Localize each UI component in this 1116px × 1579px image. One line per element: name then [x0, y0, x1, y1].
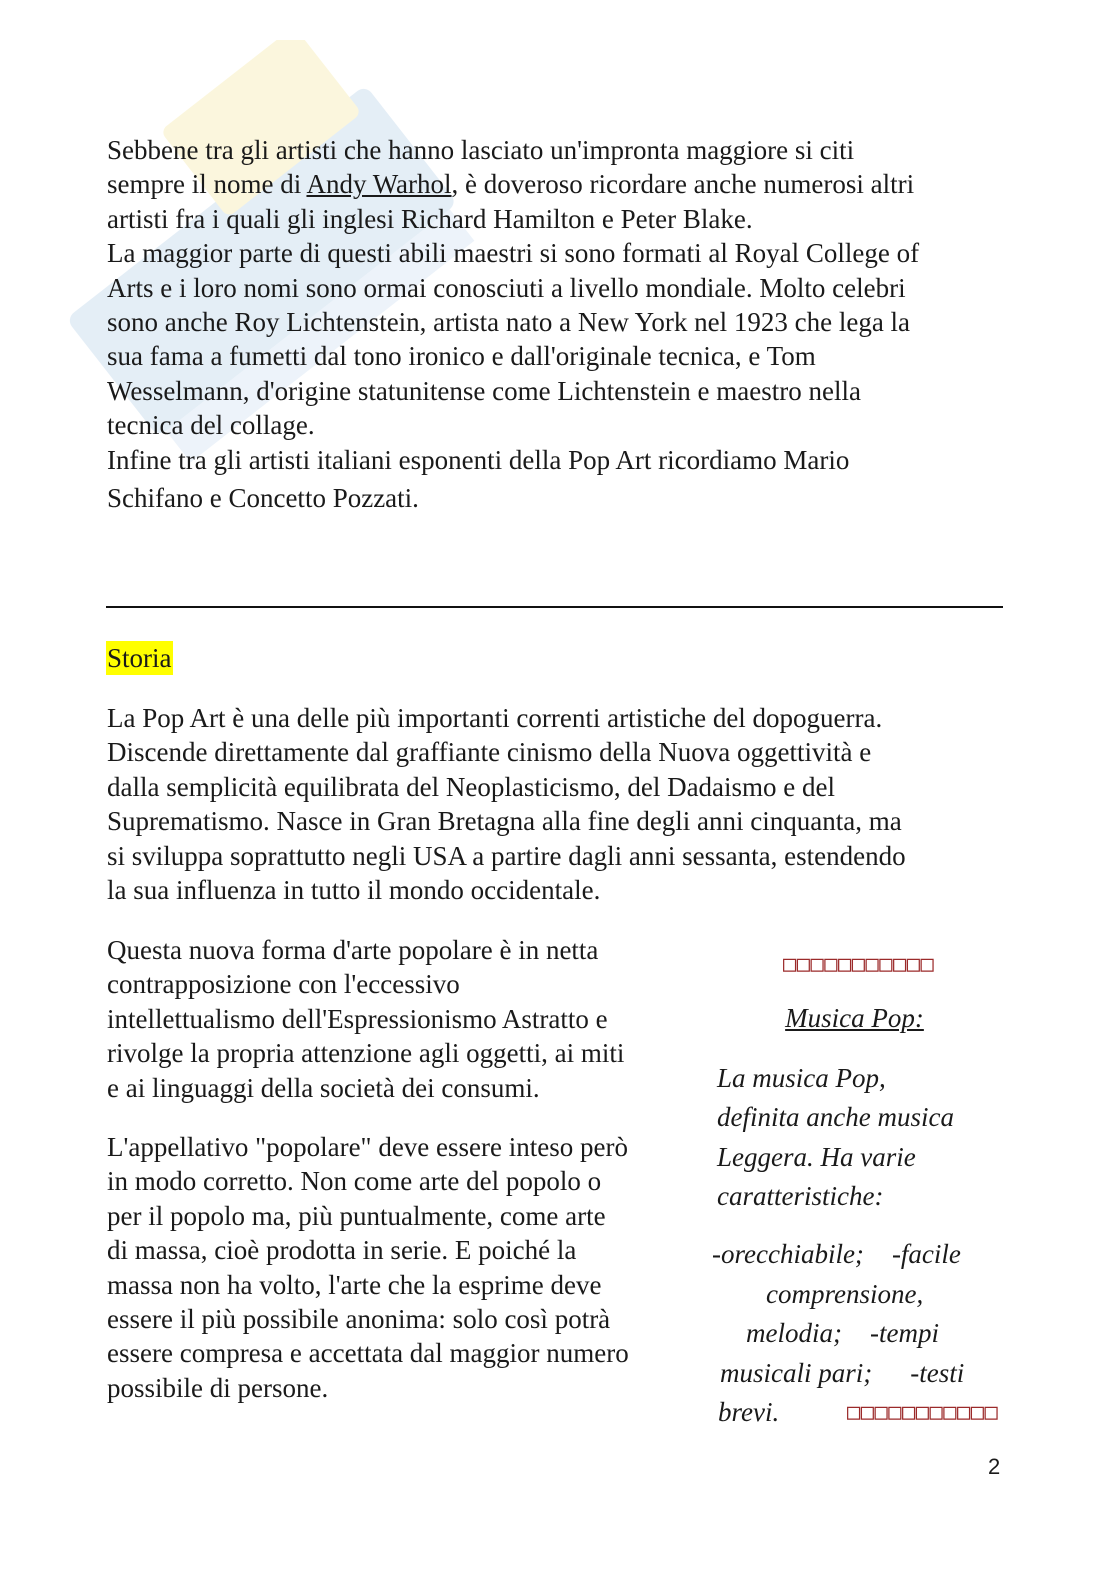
- paragraph-line: la sua influenza in tutto il mondo occidentale.: [107, 875, 601, 906]
- list-item: brevi.: [718, 1397, 780, 1427]
- paragraph-line: contrapposizione con l'eccessivo: [107, 969, 460, 1000]
- sidebar-title: Musica Pop:: [785, 1003, 924, 1033]
- paragraph-line: dalla semplicità equilibrata del Neoplasticismo, del Dadaismo e del: [107, 771, 836, 802]
- paragraph-line: e ai linguaggi della società dei consumi.: [107, 1072, 540, 1103]
- storia-paragraph-2: [107, 933, 697, 1105]
- list-item: [712, 1354, 1002, 1394]
- intro-line: tecnica del collage.: [107, 410, 315, 441]
- sidebar-line: Leggera. Ha varie: [717, 1141, 916, 1172]
- intro-line: Infine tra gli artisti italiani esponenti della Pop Art ricordiamo Mario: [107, 444, 850, 475]
- intro-line: Arts e i loro nomi sono ormai conosciuti a livello mondiale. Molto celebri: [107, 272, 906, 303]
- paragraph-line: essere compresa e accettata dal maggior numero: [107, 1338, 629, 1369]
- intro-line: artisti fra i quali gli inglesi Richard Hamilton e Peter Blake.: [107, 203, 753, 234]
- paragraph-line: si sviluppa soprattutto negli USA a partire dagli anni sessanta, estendendo: [107, 840, 906, 871]
- list-item-text: -testi: [910, 1357, 965, 1388]
- paragraph-line: Discende direttamente dal graffiante cinismo della Nuova oggettività e: [107, 737, 872, 768]
- paragraph-line: di massa, cioè prodotta in serie. E poiché la: [107, 1235, 577, 1266]
- paragraph-line: Questa nuova forma d'arte popolare è in netta: [107, 935, 599, 965]
- intro-line: Schifano e Concetto Pozzati.: [107, 483, 419, 514]
- paragraph-line: L'appellativo "popolare" deve essere inteso però: [107, 1132, 628, 1162]
- list-item: [712, 1314, 1002, 1354]
- andy-warhol-link[interactable]: Andy Warhol: [306, 169, 452, 200]
- intro-text: , è doveroso ricordare anche numerosi altri: [451, 169, 915, 200]
- intro-line: [107, 167, 1022, 201]
- list-item-text: -tempi: [869, 1318, 939, 1348]
- paragraph-line: massa non ha volto, l'arte che la esprime deve: [107, 1269, 602, 1300]
- paragraph-line: essere il più possibile anonima: solo così potrà: [107, 1304, 611, 1335]
- intro-line: sono anche Roy Lichtenstein, artista nato a New York nel 1923 che lega la: [107, 307, 911, 338]
- list-item: [712, 1235, 1002, 1275]
- intro-line: sua fama a fumetti dal tono ironico e dall'originale tecnica, e Tom: [107, 341, 816, 372]
- paragraph-line: La Pop Art è una delle più importanti correnti artistiche del dopoguerra.: [107, 703, 883, 733]
- sidebar-line: La musica Pop,: [717, 1063, 886, 1093]
- paragraph-line: possibile di persone.: [107, 1372, 329, 1403]
- paragraph-line: rivolge la propria attenzione agli oggetti, ai miti: [107, 1038, 625, 1069]
- list-item: comprensione,: [766, 1278, 924, 1309]
- storia-paragraph-1: [107, 701, 1022, 907]
- paragraph-line: intellettualismo dell'Espressionismo Astratto e: [107, 1003, 608, 1034]
- list-item-text: melodia;: [746, 1318, 842, 1348]
- paragraph-line: in modo corretto. Non come arte del popolo o: [107, 1166, 602, 1197]
- sidebar-line: caratteristiche:: [717, 1180, 884, 1211]
- missing-glyph-symbols-top: □□□□□□□□□□□: [783, 952, 935, 977]
- intro-paragraph: [107, 133, 1022, 515]
- intro-line: Wesselmann, d'origine statunitense come Lichtenstein e maestro nella: [107, 375, 861, 406]
- intro-line: Sebbene tra gli artisti che hanno lasciato un'impronta maggiore si citi: [107, 135, 855, 165]
- paragraph-line: per il popolo ma, più puntualmente, come arte: [107, 1200, 606, 1231]
- paragraph-line: Suprematismo. Nasce in Gran Bretagna alla fine degli anni cinquanta, ma: [107, 806, 902, 837]
- intro-line: La maggior parte di questi abili maestri si sono formati al Royal College of: [107, 238, 920, 269]
- intro-text: sempre il nome di: [107, 169, 307, 200]
- list-item-text: -orecchiabile;: [712, 1239, 864, 1269]
- storia-heading: Storia: [107, 643, 172, 673]
- list-item-text: musicali pari;: [720, 1357, 873, 1388]
- horizontal-divider: [106, 606, 1003, 608]
- missing-glyph-symbols-bottom: □□□□□□□□□□□: [847, 1400, 999, 1425]
- page-number: 2: [988, 1454, 1001, 1479]
- sidebar-line: definita anche musica: [717, 1102, 954, 1133]
- sidebar-intro: [717, 1059, 1002, 1216]
- storia-paragraph-3: [107, 1130, 697, 1405]
- list-item-text: -facile: [891, 1239, 961, 1269]
